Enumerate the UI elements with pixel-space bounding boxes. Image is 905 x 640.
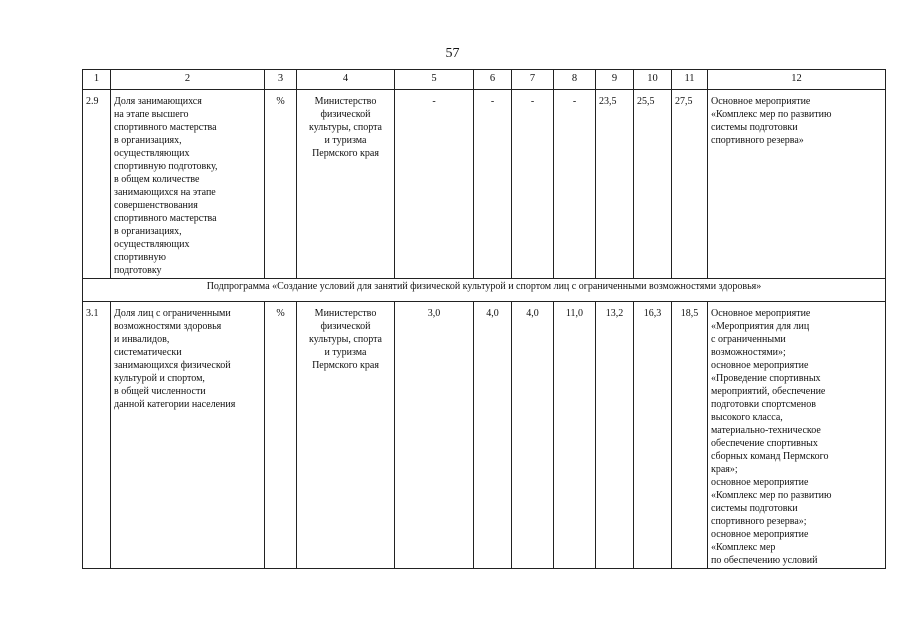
column-header: 2 bbox=[111, 70, 265, 90]
subprogram-title: Подпрограмма «Создание условий для занятий физической культурой и спортом лиц с ограниченными возможностями здоровья» bbox=[83, 279, 886, 302]
row-number: 3.1 bbox=[83, 302, 111, 569]
column-header: 3 bbox=[265, 70, 297, 90]
value-cell-10: 25,5 bbox=[634, 90, 672, 279]
indicator-name: Доля занимающихся на этапе высшего спортивного мастерства в организациях, осуществляющих спортивную подготовку, в общем количестве занимающихся на этапе совершенствования спортивного мастерства в организациях, осуществляющих спортивную подготовку bbox=[111, 90, 265, 279]
value-cell-9: 23,5 bbox=[596, 90, 634, 279]
column-header: 10 bbox=[634, 70, 672, 90]
measure-cell: Основное мероприятие «Комплекс мер по развитию системы подготовки спортивного резерва» bbox=[708, 90, 886, 279]
subprogram-row bbox=[83, 279, 886, 302]
page-number: 57 bbox=[445, 46, 460, 61]
table-header-row bbox=[83, 70, 886, 90]
row-number: 2.9 bbox=[83, 90, 111, 279]
unit-cell: % bbox=[265, 302, 297, 569]
column-header: 4 bbox=[297, 70, 395, 90]
column-header: 11 bbox=[672, 70, 708, 90]
column-header: 9 bbox=[596, 70, 634, 90]
indicator-name: Доля лиц с ограниченными возможностями здоровья и инвалидов, систематически занимающихся физической культурой и спортом, в общей численности данной категории населения bbox=[111, 302, 265, 569]
value-cell-6: 4,0 bbox=[474, 302, 512, 569]
value-cell-5: - bbox=[395, 90, 474, 279]
table-row bbox=[83, 302, 886, 569]
value-cell-8: 11,0 bbox=[554, 302, 596, 569]
value-cell-11: 18,5 bbox=[672, 302, 708, 569]
indicators-table bbox=[82, 69, 886, 569]
column-header: 8 bbox=[554, 70, 596, 90]
column-header: 5 bbox=[395, 70, 474, 90]
value-cell-5: 3,0 bbox=[395, 302, 474, 569]
table-row bbox=[83, 90, 886, 279]
column-header: 1 bbox=[83, 70, 111, 90]
value-cell-8: - bbox=[554, 90, 596, 279]
measure-cell: Основное мероприятие «Мероприятия для лиц с ограниченными возможностями»; основное мероприятие «Проведение спортивных мероприятий, обеспечение подготовки спортсменов высокого класса, материально-техническое обеспечение спортивных сборных команд Пермского края»; основное мероприятие «Комплекс мер по развитию системы подготовки спортивного резерва»; основное мероприятие «Комплекс мер по обеспечению условий bbox=[708, 302, 886, 569]
column-header: 7 bbox=[512, 70, 554, 90]
executor-cell: Министерство физической культуры, спорта и туризма Пермского края bbox=[297, 302, 395, 569]
value-cell-7: 4,0 bbox=[512, 302, 554, 569]
column-header: 12 bbox=[708, 70, 886, 90]
column-header: 6 bbox=[474, 70, 512, 90]
value-cell-10: 16,3 bbox=[634, 302, 672, 569]
value-cell-9: 13,2 bbox=[596, 302, 634, 569]
value-cell-11: 27,5 bbox=[672, 90, 708, 279]
value-cell-6: - bbox=[474, 90, 512, 279]
value-cell-7: - bbox=[512, 90, 554, 279]
unit-cell: % bbox=[265, 90, 297, 279]
executor-cell: Министерство физической культуры, спорта и туризма Пермского края bbox=[297, 90, 395, 279]
